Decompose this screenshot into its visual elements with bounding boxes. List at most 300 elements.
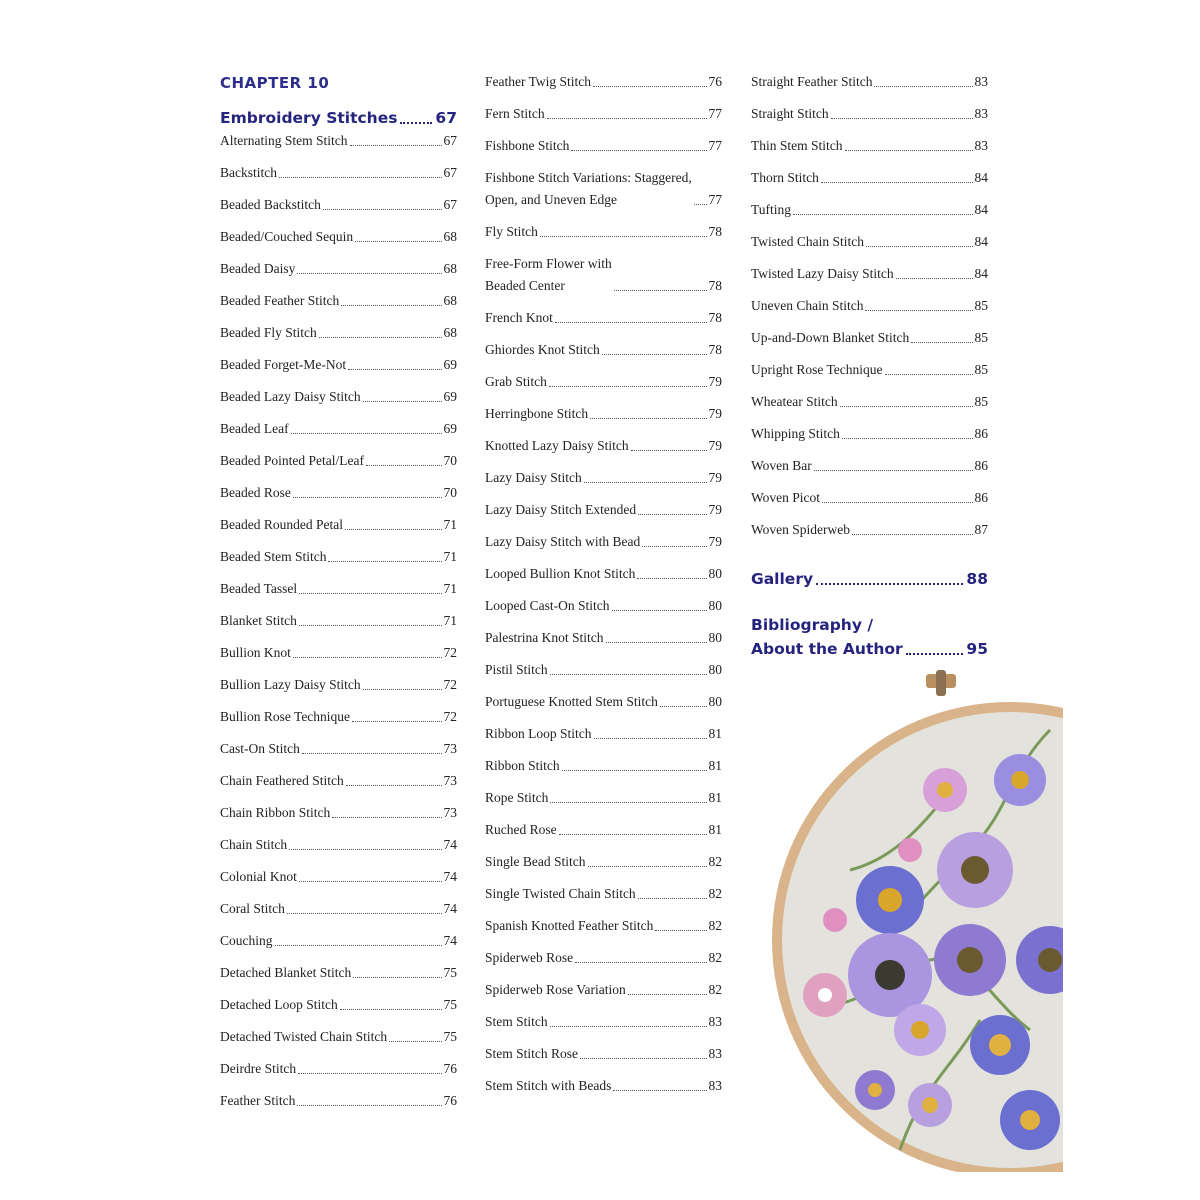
- entry-page: 76: [708, 74, 722, 89]
- toc-entry: [485, 253, 722, 307]
- entry-page: 68: [443, 325, 457, 340]
- dot-leader: [345, 529, 442, 530]
- dot-leader: [302, 753, 442, 754]
- entry-page: 82: [708, 854, 722, 869]
- entry-name: Looped Cast-On Stitch: [485, 598, 610, 613]
- entry-page: 78: [708, 342, 722, 357]
- entry-page: 83: [708, 1014, 722, 1029]
- entry-name: French Knot: [485, 310, 553, 325]
- entry-page: 67: [443, 133, 457, 148]
- entry-name: Lazy Daisy Stitch: [485, 470, 582, 485]
- entry-name: Beaded/Couched Sequin: [220, 229, 354, 244]
- toc-entry: [485, 947, 722, 979]
- dot-leader: [559, 834, 707, 835]
- toc-entry: [220, 610, 457, 642]
- dot-leader: [840, 406, 973, 407]
- entry-name: Woven Spiderweb: [751, 522, 851, 537]
- dot-leader: [885, 374, 973, 375]
- entry-page: 78: [708, 310, 722, 325]
- entry-name: Beaded Lazy Daisy Stitch: [220, 389, 361, 404]
- dot-leader: [299, 881, 442, 882]
- entry-name: Looped Bullion Knot Stitch: [485, 566, 636, 581]
- dot-leader: [549, 386, 707, 387]
- toc-entry: [751, 199, 988, 231]
- entry-name: Palestrina Knot Stitch: [485, 630, 604, 645]
- dot-leader: [279, 177, 442, 178]
- entry-page: 68: [443, 293, 457, 308]
- entry-page: 71: [443, 581, 457, 596]
- dot-leader: [594, 738, 707, 739]
- toc-entry: [485, 787, 722, 819]
- dot-leader: [637, 578, 706, 579]
- chapter-title-entry: [220, 94, 457, 130]
- toc-entry: [220, 866, 457, 898]
- toc-entry: [220, 898, 457, 930]
- toc-entry: [485, 371, 722, 403]
- entry-name: Single Bead Stitch: [485, 854, 586, 869]
- entry-name: Feather Twig Stitch: [485, 74, 592, 89]
- entry-name: Detached Twisted Chain Stitch: [220, 1029, 388, 1044]
- dot-leader: [580, 1058, 706, 1059]
- dot-leader: [550, 1026, 707, 1027]
- entry-page: 80: [708, 662, 722, 677]
- toc-entry: [485, 627, 722, 659]
- entry-page: 82: [708, 886, 722, 901]
- toc-entry: [751, 423, 988, 455]
- dot-leader: [655, 930, 706, 931]
- entry-name: Straight Feather Stitch: [751, 74, 873, 89]
- entry-page: 81: [708, 758, 722, 773]
- dot-leader: [613, 1090, 706, 1091]
- entry-page: 85: [974, 394, 988, 409]
- dot-leader: [299, 593, 441, 594]
- entry-name: Blanket Stitch: [220, 613, 297, 628]
- toc-entry: [220, 514, 457, 546]
- toc-entry: [220, 354, 457, 386]
- toc-entry: [220, 546, 457, 578]
- entry-name: Thin Stem Stitch: [751, 138, 843, 153]
- entry-name: Whipping Stitch: [751, 426, 840, 441]
- toc-entry: [220, 1058, 457, 1090]
- dot-leader: [540, 236, 707, 237]
- toc-entry: [485, 1011, 722, 1043]
- dot-leader: [642, 546, 706, 547]
- toc-entry: [485, 723, 722, 755]
- toc-entry: [751, 71, 988, 103]
- entry-page: 79: [708, 438, 722, 453]
- dot-leader: [341, 305, 441, 306]
- section-name: Gallery: [751, 570, 814, 588]
- toc-entry: [220, 706, 457, 738]
- entry-name: Chain Feathered Stitch: [220, 773, 344, 788]
- dot-leader: [350, 145, 442, 146]
- entry-page: 79: [708, 534, 722, 549]
- toc-entry: [485, 531, 722, 563]
- toc-entry: [485, 915, 722, 947]
- dot-leader: [584, 482, 707, 483]
- toc-entry: [220, 226, 457, 258]
- entry-page: 81: [708, 822, 722, 837]
- toc-entry: [751, 103, 988, 135]
- entry-name: Lazy Daisy Stitch with Bead: [485, 534, 641, 549]
- dot-leader: [793, 214, 972, 215]
- toc-column-1: [220, 74, 457, 1122]
- toc-entry: [220, 578, 457, 610]
- entry-name: Detached Loop Stitch: [220, 997, 338, 1012]
- entry-name: Fishbone Stitch: [485, 138, 570, 153]
- toc-entry: [220, 738, 457, 770]
- embroidery-hoop-photo: [750, 670, 1200, 1200]
- entry-page: 72: [443, 677, 457, 692]
- entry-page: 87: [974, 522, 988, 537]
- dot-leader: [289, 849, 441, 850]
- dot-leader: [550, 674, 707, 675]
- dot-leader: [389, 1041, 441, 1042]
- entry-page: 80: [708, 566, 722, 581]
- dot-leader: [562, 770, 707, 771]
- toc-entry: [485, 659, 722, 691]
- toc-column-3: [751, 71, 988, 661]
- entry-name: Beaded Fly Stitch: [220, 325, 317, 340]
- entry-name: Twisted Chain Stitch: [751, 234, 865, 249]
- entry-name: Backstitch: [220, 165, 277, 180]
- entry-page: 80: [708, 630, 722, 645]
- entry-name: Spiderweb Rose Variation: [485, 982, 626, 997]
- entry-page: 76: [443, 1093, 457, 1108]
- dot-leader: [287, 913, 442, 914]
- toc-entry: [220, 418, 457, 450]
- dot-leader: [614, 290, 707, 291]
- dot-leader: [911, 342, 972, 343]
- dot-leader: [612, 610, 707, 611]
- entry-name: Bullion Rose Technique: [220, 709, 351, 724]
- entry-name: Alternating Stem Stitch: [220, 133, 348, 148]
- toc-entry: [485, 221, 722, 253]
- toc-entry: [485, 71, 722, 103]
- entry-page: 70: [443, 485, 457, 500]
- dot-leader: [293, 657, 442, 658]
- toc-entry: [485, 103, 722, 135]
- entry-name: Up-and-Down Blanket Stitch: [751, 330, 910, 345]
- entry-page: 75: [443, 1029, 457, 1044]
- entry-name: Thorn Stitch: [751, 170, 819, 185]
- dot-leader: [363, 401, 442, 402]
- entry-page: 70: [443, 453, 457, 468]
- entry-page: 69: [443, 421, 457, 436]
- entry-name: Wheatear Stitch: [751, 394, 838, 409]
- entry-page: 84: [974, 234, 988, 249]
- entry-page: 78: [708, 224, 722, 239]
- dot-leader: [845, 150, 973, 151]
- entry-name: Bullion Knot: [220, 645, 291, 660]
- entry-name: Beaded Rounded Petal: [220, 517, 343, 532]
- toc-entry: [485, 691, 722, 723]
- dot-leader: [831, 118, 973, 119]
- entry-name: Beaded Leaf: [220, 421, 289, 436]
- dot-leader: [638, 898, 707, 899]
- entry-page: 79: [708, 406, 722, 421]
- dot-leader: [842, 438, 973, 439]
- entry-page: 86: [974, 490, 988, 505]
- entry-name: Free-Form Flower with Beaded Center: [485, 256, 612, 293]
- entry-name: Ribbon Loop Stitch: [485, 726, 592, 741]
- entry-page: 68: [443, 261, 457, 276]
- entry-page: 69: [443, 389, 457, 404]
- entry-page: 83: [708, 1046, 722, 1061]
- dot-leader: [588, 866, 707, 867]
- entry-page: 79: [708, 502, 722, 517]
- toc-entry: [751, 519, 988, 551]
- entry-page: 86: [974, 426, 988, 441]
- entry-page: 73: [443, 805, 457, 820]
- entry-name: Cast-On Stitch: [220, 741, 300, 756]
- dot-leader: [323, 209, 442, 210]
- dot-leader: [298, 1073, 441, 1074]
- toc-entry: [485, 435, 722, 467]
- entry-name: Spanish Knotted Feather Stitch: [485, 918, 654, 933]
- dot-leader: [547, 118, 707, 119]
- entry-page: 71: [443, 549, 457, 564]
- entry-page: 83: [974, 138, 988, 153]
- dot-leader: [332, 817, 441, 818]
- entry-name: Ghiordes Knot Stitch: [485, 342, 600, 357]
- dot-leader: [814, 470, 973, 471]
- entry-page: 75: [443, 965, 457, 980]
- toc-entry: [751, 135, 988, 167]
- entry-page: 85: [974, 330, 988, 345]
- entry-page: 68: [443, 229, 457, 244]
- toc-column-2: [485, 71, 722, 1107]
- entry-page: 81: [708, 726, 722, 741]
- entry-name: Coral Stitch: [220, 901, 285, 916]
- toc-entry: [220, 674, 457, 706]
- entry-name: Knotted Lazy Daisy Stitch: [485, 438, 629, 453]
- toc-entry: [220, 834, 457, 866]
- entry-page: 85: [974, 298, 988, 313]
- entry-page: 81: [708, 790, 722, 805]
- entry-name: Chain Stitch: [220, 837, 288, 852]
- toc-entry: [751, 455, 988, 487]
- toc-entry: [485, 883, 722, 915]
- dot-leader: [366, 465, 442, 466]
- dot-leader: [319, 337, 442, 338]
- toc-entry: [220, 450, 457, 482]
- entry-page: 78: [708, 278, 722, 293]
- entry-name: Spiderweb Rose: [485, 950, 574, 965]
- entry-name: Beaded Rose: [220, 485, 291, 500]
- toc-entry: [220, 290, 457, 322]
- dot-leader: [297, 273, 441, 274]
- toc-entry: [751, 263, 988, 295]
- entry-page: 75: [443, 997, 457, 1012]
- entry-name: Beaded Pointed Petal/Leaf: [220, 453, 364, 468]
- dot-leader: [400, 122, 432, 124]
- entry-page: 83: [974, 74, 988, 89]
- entry-page: 72: [443, 645, 457, 660]
- entry-name: Herringbone Stitch: [485, 406, 589, 421]
- dot-leader: [865, 310, 972, 311]
- toc-entry: [485, 467, 722, 499]
- dot-leader: [355, 241, 441, 242]
- entry-page: 72: [443, 709, 457, 724]
- toc-entry: [485, 167, 722, 221]
- toc-entry: [485, 499, 722, 531]
- entry-page: 74: [443, 933, 457, 948]
- entry-page: 84: [974, 202, 988, 217]
- dot-leader: [550, 802, 706, 803]
- entry-page: 77: [708, 106, 722, 121]
- entry-name: Ribbon Stitch: [485, 758, 560, 773]
- dot-leader: [348, 369, 441, 370]
- entry-name: Lazy Daisy Stitch Extended: [485, 502, 637, 517]
- toc-entry: [220, 1090, 457, 1122]
- dot-leader: [606, 642, 707, 643]
- toc-entry: [220, 386, 457, 418]
- toc-entry: [220, 994, 457, 1026]
- toc-entry: [751, 359, 988, 391]
- entry-name: Grab Stitch: [485, 374, 547, 389]
- entry-name: Stem Stitch with Beads: [485, 1078, 612, 1093]
- toc-entry: [220, 802, 457, 834]
- toc-entry: [751, 231, 988, 263]
- dot-leader: [694, 204, 707, 205]
- entry-page: 84: [974, 170, 988, 185]
- toc-entry: [220, 930, 457, 962]
- toc-entry: [751, 327, 988, 359]
- dot-leader: [821, 182, 973, 183]
- entry-page: 74: [443, 837, 457, 852]
- toc-entry: [485, 1043, 722, 1075]
- toc-entry: [485, 563, 722, 595]
- entry-name: Uneven Chain Stitch: [751, 298, 864, 313]
- hoop-screw: [936, 670, 946, 696]
- toc-entry: [485, 403, 722, 435]
- entry-page: 76: [443, 1061, 457, 1076]
- entry-name: Beaded Feather Stitch: [220, 293, 340, 308]
- entry-name: Deirdre Stitch: [220, 1061, 297, 1076]
- entry-name: Upright Rose Technique: [751, 362, 883, 377]
- toc-entry: [485, 1075, 722, 1107]
- section-name: Bibliography / About the Author: [751, 616, 903, 658]
- section-entry-bibliography: [751, 613, 988, 661]
- entry-page: 86: [974, 458, 988, 473]
- toc-entry: [485, 595, 722, 627]
- chapter-page: 67: [435, 109, 457, 127]
- entry-page: 79: [708, 374, 722, 389]
- entry-page: 74: [443, 901, 457, 916]
- dot-leader: [299, 625, 442, 626]
- dot-leader: [346, 785, 442, 786]
- dot-leader: [571, 150, 706, 151]
- toc-entry: [220, 642, 457, 674]
- entry-name: Ruched Rose: [485, 822, 557, 837]
- dot-leader: [575, 962, 706, 963]
- toc-entry: [751, 391, 988, 423]
- entry-page: 79: [708, 470, 722, 485]
- dot-leader: [660, 706, 707, 707]
- toc-entry: [220, 258, 457, 290]
- toc-entry: [751, 295, 988, 327]
- toc-entry: [220, 482, 457, 514]
- entry-name: Woven Picot: [751, 490, 821, 505]
- dot-leader: [293, 497, 442, 498]
- entry-page: 67: [443, 165, 457, 180]
- toc-entry: [751, 487, 988, 519]
- entry-name: Feather Stitch: [220, 1093, 296, 1108]
- section-page: 95: [966, 640, 988, 658]
- dot-leader: [352, 721, 441, 722]
- entry-name: Fishbone Stitch Variations: Staggered, Open, and Uneven Edge: [485, 170, 692, 207]
- dot-leader: [328, 561, 441, 562]
- entry-name: Fern Stitch: [485, 106, 545, 121]
- dot-leader: [593, 86, 706, 87]
- section-entry-gallery: [751, 567, 988, 591]
- entry-name: Rope Stitch: [485, 790, 549, 805]
- entry-name: Couching: [220, 933, 273, 948]
- entry-page: 69: [443, 357, 457, 372]
- toc-entry: [485, 851, 722, 883]
- entry-name: Beaded Backstitch: [220, 197, 321, 212]
- dot-leader: [631, 450, 707, 451]
- entry-page: 73: [443, 741, 457, 756]
- entry-page: 82: [708, 950, 722, 965]
- entry-name: Beaded Forget-Me-Not: [220, 357, 347, 372]
- dot-leader: [638, 514, 706, 515]
- dot-leader: [353, 977, 441, 978]
- entry-name: Detached Blanket Stitch: [220, 965, 352, 980]
- chapter-title: Embroidery Stitches: [220, 109, 398, 127]
- section-page: 88: [966, 570, 988, 588]
- entry-name: Beaded Daisy: [220, 261, 296, 276]
- dot-leader: [822, 502, 972, 503]
- entry-name: Tufting: [751, 202, 792, 217]
- dot-leader: [866, 246, 972, 247]
- entry-page: 71: [443, 517, 457, 532]
- entry-page: 74: [443, 869, 457, 884]
- entry-name: Beaded Stem Stitch: [220, 549, 327, 564]
- entry-page: 80: [708, 598, 722, 613]
- toc-entry: [220, 962, 457, 994]
- chapter-label: CHAPTER 10: [220, 74, 330, 92]
- entry-page: 71: [443, 613, 457, 628]
- toc-entry: [220, 770, 457, 802]
- dot-leader: [363, 689, 442, 690]
- dot-leader: [340, 1009, 442, 1010]
- dot-leader: [896, 278, 973, 279]
- toc-entry: [485, 339, 722, 371]
- dot-leader: [852, 534, 972, 535]
- dot-leader: [590, 418, 706, 419]
- entry-name: Bullion Lazy Daisy Stitch: [220, 677, 361, 692]
- toc-entry: [220, 322, 457, 354]
- toc-entry: [220, 194, 457, 226]
- entry-name: Twisted Lazy Daisy Stitch: [751, 266, 894, 281]
- entry-page: 77: [708, 138, 722, 153]
- entry-name: Stem Stitch Rose: [485, 1046, 579, 1061]
- dot-leader: [297, 1105, 441, 1106]
- dot-leader: [628, 994, 707, 995]
- entry-name: Pistil Stitch: [485, 662, 548, 677]
- entry-page: 67: [443, 197, 457, 212]
- toc-entry: [485, 979, 722, 1011]
- entry-page: 73: [443, 773, 457, 788]
- dot-leader: [874, 86, 972, 87]
- dot-leader: [906, 653, 964, 655]
- entry-name: Beaded Tassel: [220, 581, 298, 596]
- entry-page: 84: [974, 266, 988, 281]
- toc-entry: [485, 307, 722, 339]
- toc-entry: [220, 1026, 457, 1058]
